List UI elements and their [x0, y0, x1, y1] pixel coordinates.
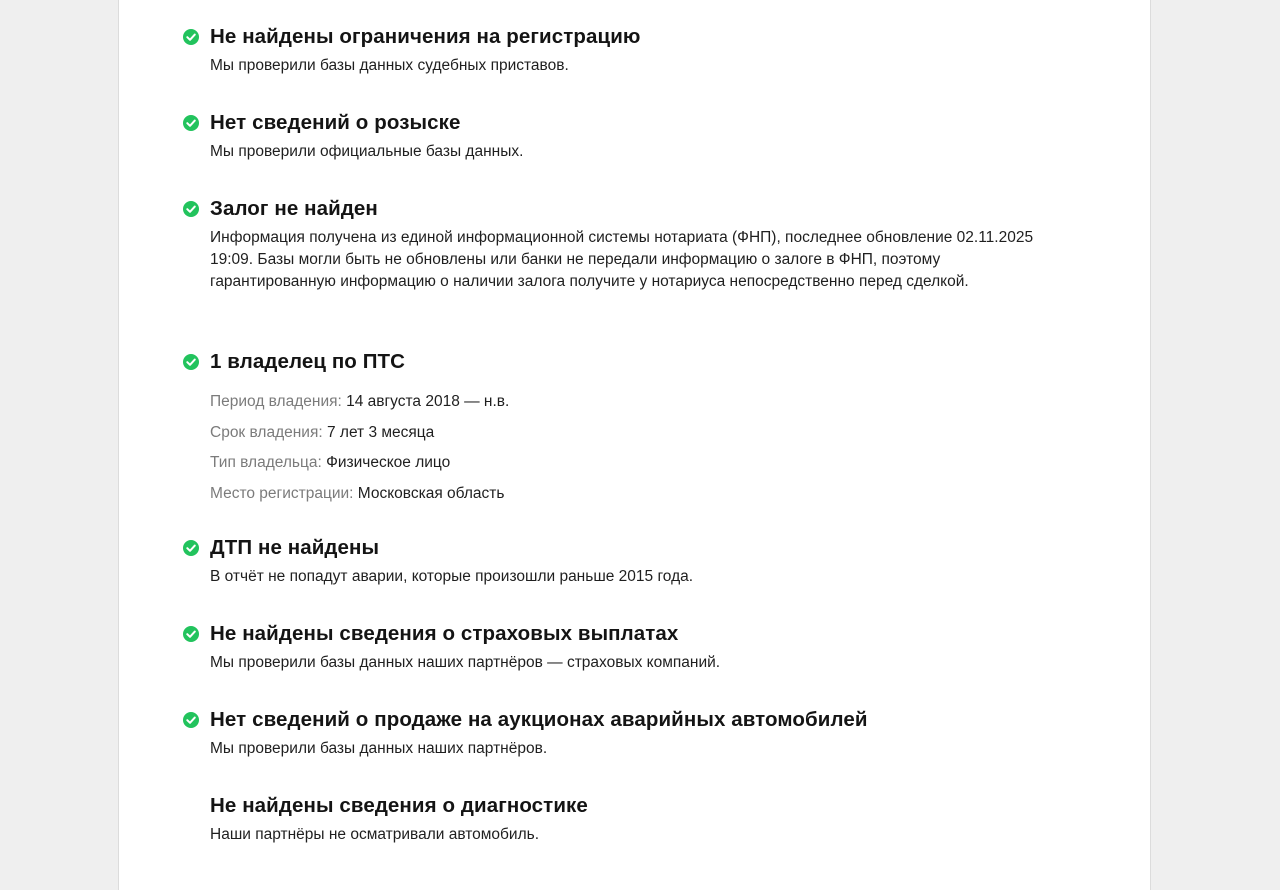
section-accidents — [183, 535, 1063, 588]
detail-value: Московская область — [357, 484, 505, 502]
detail-ownership-period — [210, 391, 1063, 413]
section-title: Не найдены ограничения на регистрацию — [210, 25, 641, 48]
section-description: Мы проверили базы данных судебных приставов. — [210, 57, 569, 74]
section-header — [183, 621, 1063, 647]
section-auctions — [183, 707, 1063, 760]
section-diagnostics — [183, 793, 1063, 846]
section-header — [183, 349, 1063, 375]
section-title: ДТП не найдены — [210, 536, 380, 559]
section-header — [183, 196, 1063, 222]
section-header — [183, 110, 1063, 136]
check-circle-icon — [183, 626, 199, 642]
section-header — [183, 535, 1063, 561]
section-insurance-payments — [183, 621, 1063, 674]
section-pledge — [183, 196, 1063, 293]
section-description: Мы проверили базы данных наших партнёров. — [210, 740, 548, 757]
check-circle-icon — [183, 29, 199, 45]
section-title: 1 владелец по ПТС — [210, 350, 406, 373]
section-description: Мы проверили официальные базы данных. — [210, 143, 524, 160]
section-title: Нет сведений о продаже на аукционах аварийных автомобилей — [210, 708, 868, 731]
section-description: Информация получена из единой информационной системы нотариата (ФНП), последнее обновление 02.11.2025 19:09. Базы могли быть не обновлены или банки не передали информацию о залоге в ФНП, поэтому гарантированную информацию о наличии залога получите у нотариуса непосредственно перед сделкой. — [210, 229, 1034, 290]
section-title: Нет сведений о розыске — [210, 111, 461, 134]
check-circle-icon — [183, 712, 199, 728]
check-circle-icon — [183, 354, 199, 370]
section-title: Не найдены сведения о диагностике — [210, 794, 588, 817]
section-title: Не найдены сведения о страховых выплатах — [210, 622, 679, 645]
section-header — [183, 793, 1063, 819]
detail-registration-place — [210, 483, 1063, 505]
section-description: Мы проверили базы данных наших партнёров — страховых компаний. — [210, 654, 721, 671]
detail-value: 14 августа 2018 — н.в. — [346, 393, 510, 410]
check-circle-icon — [183, 115, 199, 131]
report-card — [118, 0, 1151, 890]
section-registration-restrictions — [183, 24, 1063, 77]
check-circle-icon — [183, 201, 199, 217]
detail-owner-type — [210, 452, 1063, 474]
owner-details — [210, 391, 1063, 505]
detail-label: Срок владения: — [210, 423, 323, 441]
section-title: Залог не найден — [210, 197, 378, 220]
check-circle-icon — [183, 540, 199, 556]
section-wanted — [183, 110, 1063, 163]
detail-label: Место регистрации: — [210, 484, 354, 502]
detail-label: Тип владельца: — [210, 454, 322, 471]
section-header — [183, 24, 1063, 50]
detail-label: Период владения: — [210, 393, 342, 410]
section-owners — [183, 349, 1063, 513]
detail-value: 7 лет 3 месяца — [326, 423, 435, 441]
section-description: Наши партнёры не осматривали автомобиль. — [210, 826, 540, 843]
detail-value: Физическое лицо — [326, 454, 451, 471]
section-description: В отчёт не попадут аварии, которые произошли раньше 2015 года. — [210, 568, 694, 585]
detail-ownership-duration — [210, 422, 1063, 444]
section-header — [183, 707, 1063, 733]
